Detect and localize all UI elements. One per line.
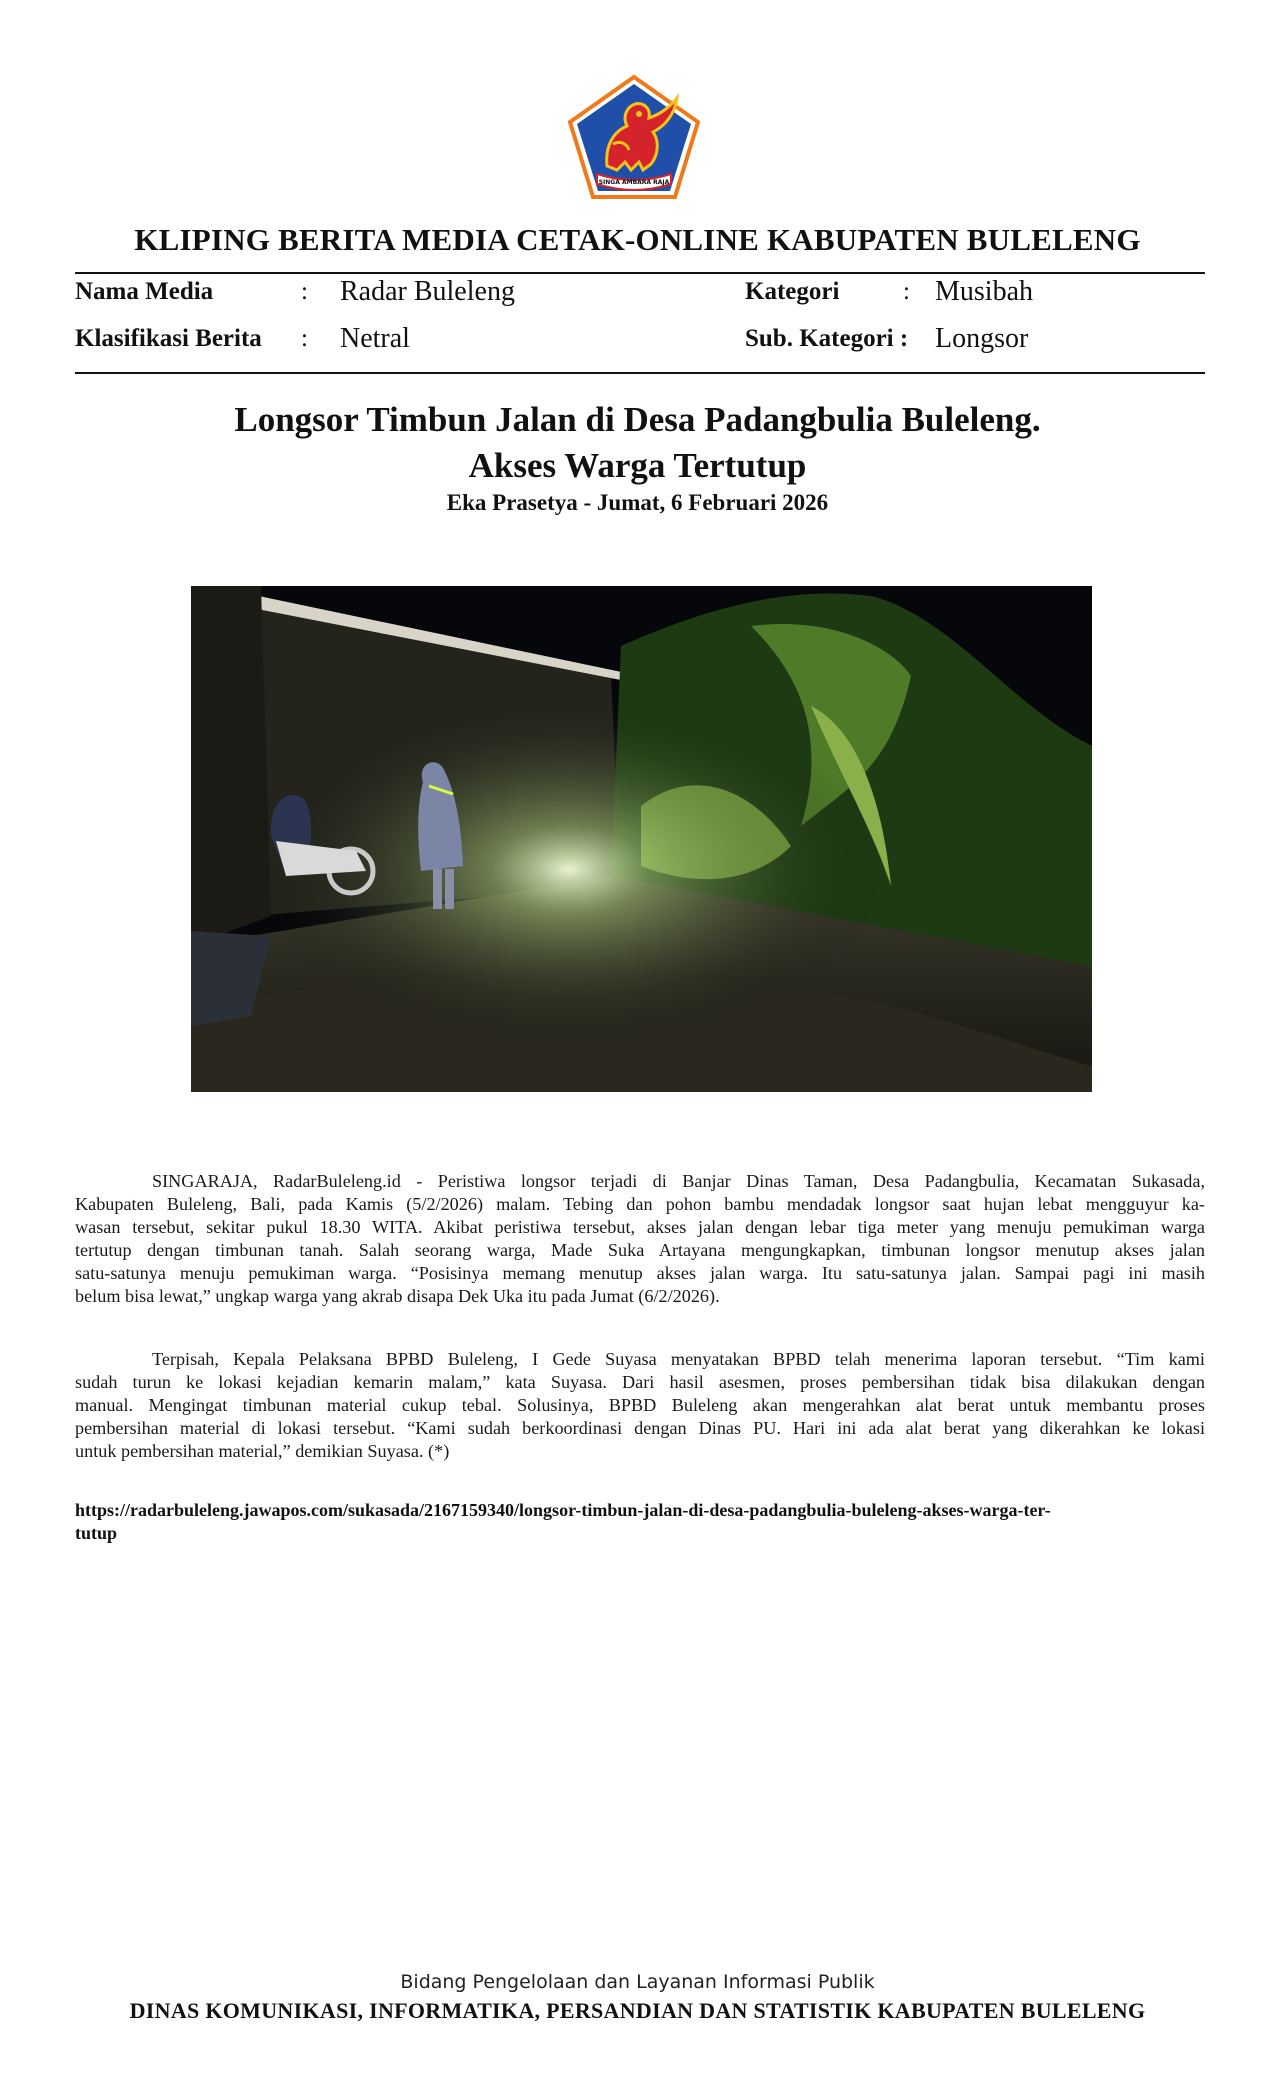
media-colon: : <box>301 278 308 305</box>
paragraph2-line: sudah turun ke lokasi kejadian kemarin malam,” kata Suyasa. Dari hasil asesmen, proses pembersihan tidak bisa dilakukan dengan <box>75 1372 1205 1392</box>
buleleng-regency-emblem <box>567 74 701 200</box>
header-top-rule <box>75 272 1205 274</box>
kategori-value: Musibah <box>935 276 1033 307</box>
source-url-line2[interactable]: tutup <box>75 1523 118 1543</box>
paragraph2-line: Terpisah, Kepala Pelaksana BPBD Buleleng, I Gede Suyasa menyatakan BPBD telah menerima laporan tersebut. “Tim kami <box>152 1349 1205 1369</box>
meta-row-media <box>75 278 1205 318</box>
paragraph1-line: SINGARAJA, RadarBuleleng.id - Peristiwa longsor terjadi di Banjar Dinas Taman, Desa Padangbulia, Kecamatan Sukasada, <box>152 1171 1205 1191</box>
meta-row-klasifikasi <box>75 325 1205 365</box>
footer-title: DINAS KOMUNIKASI, INFORMATIKA, PERSANDIAN DAN STATISTIK KABUPATEN BULELENG <box>129 1998 1146 2023</box>
klasifikasi-label: Klasifikasi Berita <box>75 325 262 352</box>
article-paragraph-1 <box>75 1170 1205 1308</box>
svg-text:SINGA AMBARA RAJA: SINGA AMBARA RAJA <box>598 179 670 186</box>
landslide-night-photo <box>191 586 1092 1092</box>
subkategori-value: Longsor <box>935 323 1029 354</box>
klasifikasi-value: Netral <box>340 323 410 354</box>
kategori-label: Kategori <box>745 278 840 305</box>
article-headline-line1: Longsor Timbun Jalan di Desa Padangbulia Buleleng. <box>234 400 1041 439</box>
kategori-colon: : <box>903 278 910 305</box>
media-value: Radar Buleleng <box>340 276 515 307</box>
paragraph2-line: untuk pembersihan material,” demikian Suyasa. (*) <box>75 1441 450 1461</box>
paragraph1-line: tertutup dengan timbunan tanah. Salah seorang warga, Made Suka Artayana mengungkapkan, timbunan longsor menutup akses jalan <box>75 1240 1205 1260</box>
article-photo <box>191 586 1092 1092</box>
klasifikasi-colon: : <box>301 325 308 352</box>
paragraph1-line: satu-satunya menuju pemukiman warga. “Posisinya memang menutup akses jalan warga. Itu satu-satunya jalan. Sampai pagi ini masih <box>75 1263 1205 1283</box>
paragraph2-line: manual. Mengingat timbunan material cukup tebal. Solusinya, BPBD Buleleng akan mengerahkan alat berat untuk membantu proses <box>75 1395 1205 1415</box>
subkategori-label: Sub. Kategori : <box>745 325 909 352</box>
article-paragraph-2 <box>75 1348 1205 1463</box>
paragraph1-line: Kabupaten Buleleng, Bali, pada Kamis (5/2/2026) malam. Tebing dan pohon bambu mendadak longsor saat hujan lebat mengguyur ka- <box>75 1194 1205 1214</box>
source-url-link[interactable] <box>75 1498 1205 1544</box>
source-url-line1[interactable]: https://radarbuleleng.jawapos.com/sukasada/2167159340/longsor-timbun-jalan-di-desa-padangbulia-buleleng-akses-warga-ter- <box>75 1500 1051 1520</box>
footer-subtitle: Bidang Pengelolaan dan Layanan Informasi Publik <box>400 1971 875 1993</box>
paragraph2-line: pembersihan material di lokasi tersebut. “Kami sudah berkoordinasi dengan Dinas PU. Hari ini ada alat berat yang dikerahkan ke lokasi <box>75 1418 1205 1438</box>
paragraph1-line: belum bisa lewat,” ungkap warga yang akrab disapa Dek Uka itu pada Jumat (6/2/2026). <box>75 1286 720 1306</box>
article-byline: Eka Prasetya - Jumat, 6 Februari 2026 <box>446 490 829 515</box>
header-bottom-rule <box>75 372 1205 374</box>
paragraph1-line: wasan tersebut, sekitar pukul 18.30 WITA. Akibat peristiwa tersebut, akses jalan dengan lebar tiga meter yang menuju pemukiman warga <box>75 1217 1205 1237</box>
emblem-icon <box>567 74 701 200</box>
article-headline-line2: Akses Warga Tertutup <box>468 446 807 485</box>
media-label: Nama Media <box>75 278 214 305</box>
document-title: KLIPING BERITA MEDIA CETAK-ONLINE KABUPATEN BULELENG <box>134 222 1141 257</box>
